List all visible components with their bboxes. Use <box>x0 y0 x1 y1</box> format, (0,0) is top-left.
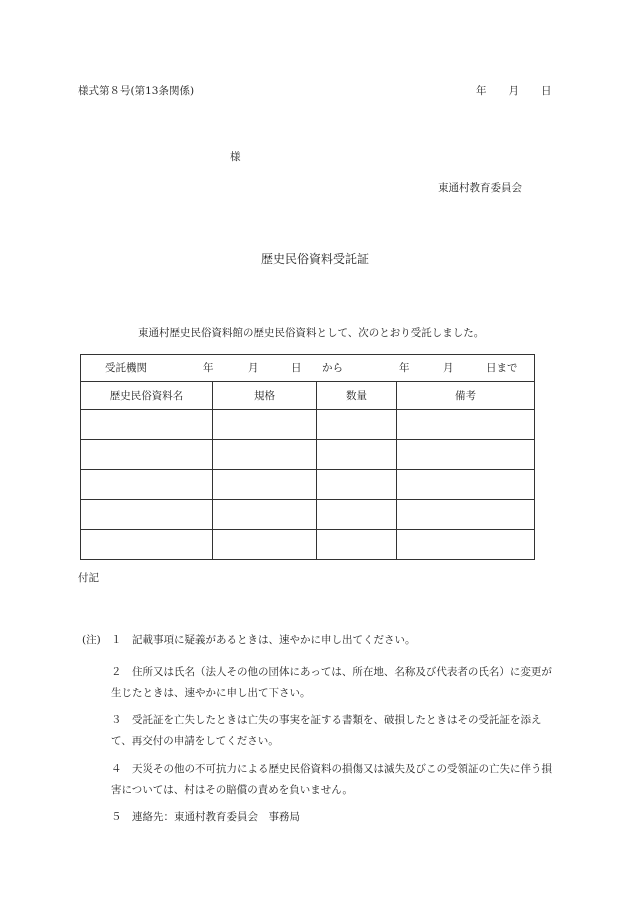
period-end-year: 年 <box>399 362 410 374</box>
intro-text: 東通村歴史民俗資料館の歴史民俗資料として、次のとおり受託しました。 <box>138 327 485 339</box>
form-number: 様式第８号(第13条関係) <box>78 85 195 97</box>
period-start-month: 月 <box>248 362 259 374</box>
note-text: 連絡先：東通村教育委員会 事務局 <box>132 811 300 823</box>
table-cell[interactable] <box>81 500 213 530</box>
table-cell[interactable] <box>317 440 397 470</box>
table-cell[interactable] <box>81 410 213 440</box>
date-month-label: 月 <box>508 85 519 97</box>
table-row <box>81 440 535 470</box>
table-cell[interactable] <box>317 410 397 440</box>
column-header-quantity: 数量 <box>317 382 397 410</box>
table-cell[interactable] <box>81 440 213 470</box>
period-row <box>81 355 535 382</box>
note-text: 住所又は氏名（法人その他の団体にあっては、所在地、名称及び代表者の氏名）に変更が生じたときは、速やかに申し出て下さい。 <box>111 666 552 699</box>
table-cell[interactable] <box>81 470 213 500</box>
note-item <box>111 630 561 651</box>
table-cell[interactable] <box>213 530 317 560</box>
note-label: 付記 <box>78 572 99 584</box>
note-item <box>111 759 561 801</box>
column-header-material-name: 歴史民俗資料名 <box>81 382 213 410</box>
note-number: ５ <box>111 811 122 823</box>
table-cell[interactable] <box>213 440 317 470</box>
date-day-label: 日 <box>541 85 552 97</box>
consignment-table <box>80 354 535 560</box>
column-header-spec: 規格 <box>213 382 317 410</box>
table-header-row <box>81 382 535 410</box>
note-text: 受託証を亡失したときは亡失の事実を証する書類を、破損したときはその受託証を添えて、再交付の申請をしてください。 <box>111 714 542 747</box>
document-title: 歴史民俗資料受託証 <box>260 252 369 266</box>
note-item <box>111 807 561 828</box>
note-number: １ <box>111 634 122 646</box>
addressee-honorific: 様 <box>230 151 241 163</box>
table-cell[interactable] <box>213 410 317 440</box>
table-cell[interactable] <box>317 530 397 560</box>
note-item <box>111 710 561 752</box>
note-number: ３ <box>111 714 122 726</box>
table-cell[interactable] <box>213 470 317 500</box>
note-item <box>111 662 561 704</box>
column-header-remarks: 備考 <box>397 382 535 410</box>
period-end-month: 月 <box>443 362 454 374</box>
table-cell[interactable] <box>397 530 535 560</box>
period-label: 受託機関 <box>105 362 147 374</box>
table-cell[interactable] <box>397 410 535 440</box>
notes-prefix: (注) <box>82 634 101 646</box>
period-from: から <box>322 362 343 374</box>
note-text: 記載事項に疑義があるときは、速やかに申し出てください。 <box>132 634 416 646</box>
table-cell[interactable] <box>397 500 535 530</box>
note-number: ２ <box>111 666 122 678</box>
table-row <box>81 410 535 440</box>
issuer-name: 東通村教育委員会 <box>438 182 522 194</box>
table-cell[interactable] <box>397 470 535 500</box>
table-row <box>81 500 535 530</box>
table-cell[interactable] <box>317 500 397 530</box>
period-start-year: 年 <box>203 362 214 374</box>
period-start-day: 日 <box>291 362 302 374</box>
date-line <box>476 84 552 98</box>
note-text: 天災その他の不可抗力による歴史民俗資料の損傷又は滅失及びこの受領証の亡失に伴う損害については、村はその賠償の責めを負いません。 <box>111 763 552 796</box>
table-cell[interactable] <box>213 500 317 530</box>
note-number: ４ <box>111 763 122 775</box>
table-cell[interactable] <box>317 470 397 500</box>
date-year-label: 年 <box>476 85 487 97</box>
table-cell[interactable] <box>397 440 535 470</box>
table-cell[interactable] <box>81 530 213 560</box>
table-row <box>81 530 535 560</box>
period-cell <box>81 355 535 382</box>
period-until: 日まで <box>486 362 518 374</box>
table-row <box>81 470 535 500</box>
